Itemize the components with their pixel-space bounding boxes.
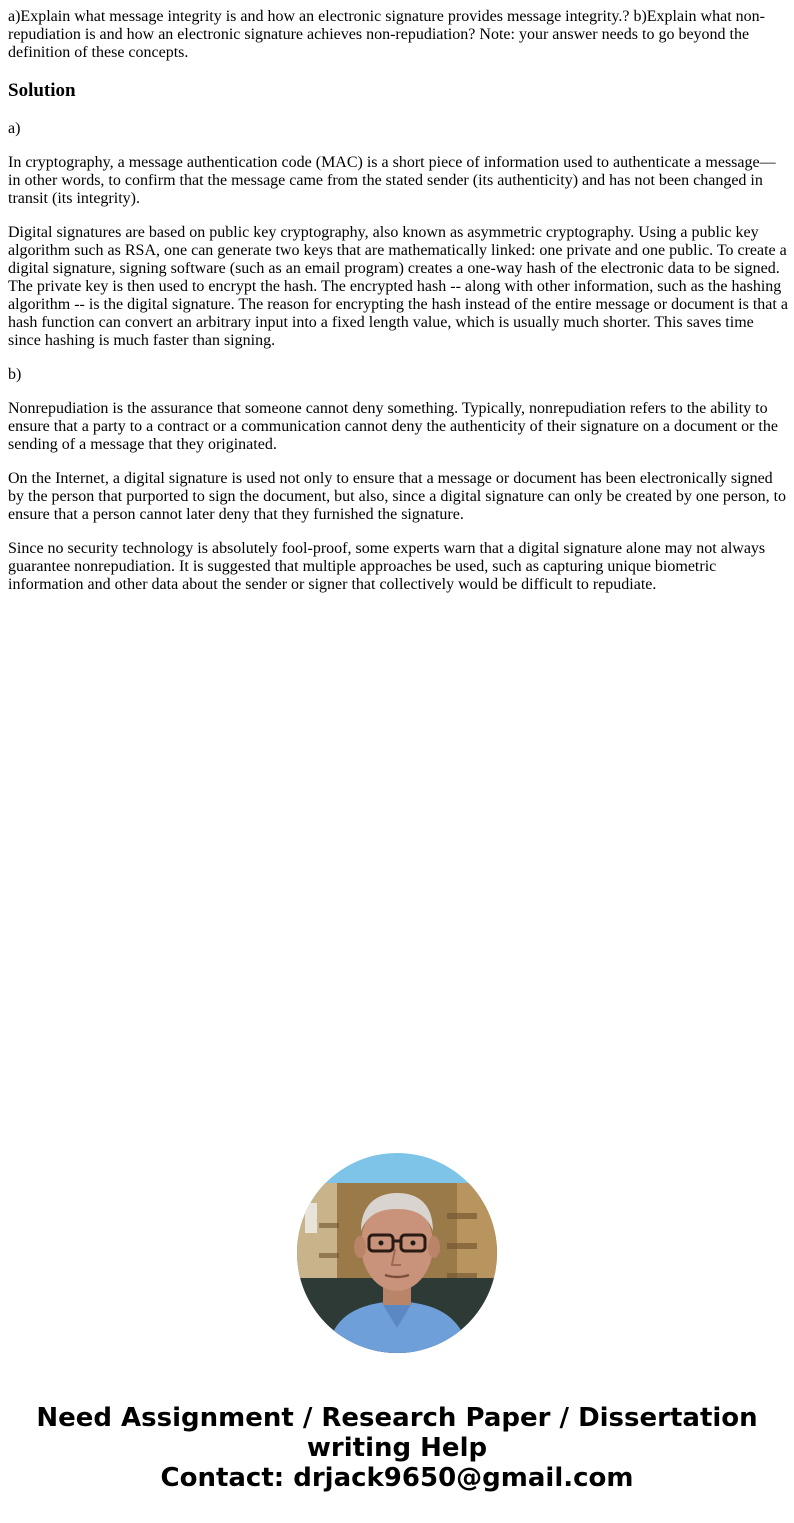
promo-line: Need Assignment / Research Paper / Dissertation bbox=[36, 1403, 758, 1433]
question-text: a)Explain what message integrity is and how an electronic signature provides message integrity.? b)Explain what non-repudiation is and how an electronic signature achieves non-repudiation? Note: your answer needs to go beyond the definition of these concepts. bbox=[8, 8, 765, 61]
author-photo-icon bbox=[297, 1153, 497, 1353]
author-avatar bbox=[297, 1153, 497, 1353]
promo-line: writing Help bbox=[306, 1433, 488, 1463]
part-b-label: b) bbox=[8, 366, 22, 383]
part-b-paragraph: Since no security technology is absolutely fool-proof, some experts warn that a digital signature alone may not always guarantee nonrepudiation. It is suggested that multiple approaches be used, such as capturing unique biometric information and other data about the sender or signer that collectively would be difficult to repudiate. bbox=[8, 540, 766, 593]
solution-heading: Solution bbox=[8, 80, 76, 101]
part-a-paragraph: Digital signatures are based on public key cryptography, also known as asymmetric cryptography. Using a public key algorithm such as RSA, one can generate two keys that are mathematically linked: one private and one public. To create a digital signature, signing software (such as an email program) creates a one-way hash of the electronic data to be signed. The private key is then used to encrypt the hash. The encrypted hash -- along with other information, such as the hashing algorithm -- is the digital signature. The reason for encrypting the hash instead of the entire message or document is that a hash function can convert an arbitrary input into a fixed length value, which is usually much shorter. This saves time since hashing is much faster than signing. bbox=[8, 224, 788, 349]
promo-banner bbox=[0, 1403, 794, 1493]
part-a-label: a) bbox=[8, 120, 21, 137]
promo-contact: Contact: drjack9650@gmail.com bbox=[160, 1463, 634, 1493]
document-body bbox=[8, 8, 788, 610]
part-b-paragraph: Nonrepudiation is the assurance that someone cannot deny something. Typically, nonrepudiation refers to the ability to ensure that a party to a contract or a communication cannot deny the authenticity of their signature on a document or the sending of a message that they originated. bbox=[8, 400, 778, 453]
part-b-paragraph: On the Internet, a digital signature is used not only to ensure that a message or document has been electronically signed by the person that purported to sign the document, but also, since a digital signature can only be created by one person, to ensure that a person cannot later deny that they furnished the signature. bbox=[8, 470, 787, 523]
part-a-paragraph: In cryptography, a message authentication code (MAC) is a short piece of information used to authenticate a message—in other words, to confirm that the message came from the stated sender (its authenticity) and has not been changed in transit (its integrity). bbox=[8, 154, 776, 207]
